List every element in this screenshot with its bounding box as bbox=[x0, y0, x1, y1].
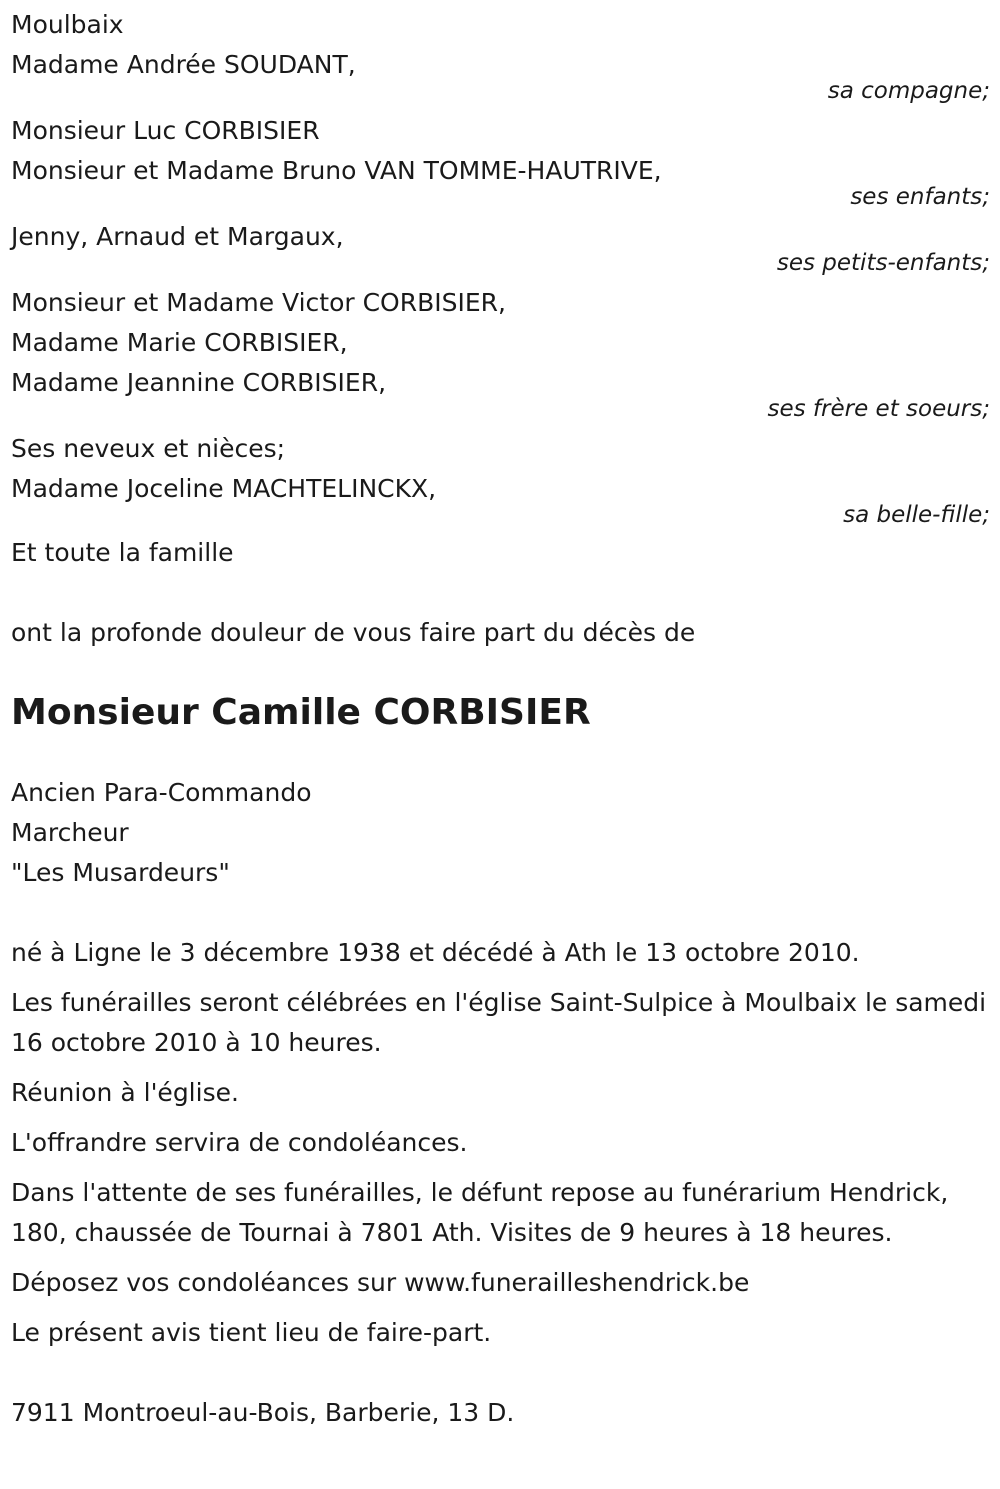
deceased-titles bbox=[11, 773, 990, 893]
family-name: Monsieur Luc CORBISIER bbox=[11, 116, 320, 145]
family-name: Madame Joceline MACHTELINCKX, bbox=[11, 474, 437, 503]
family-group-grandchildren bbox=[11, 217, 990, 275]
family-name: Madame Andrée SOUDANT, bbox=[11, 50, 356, 79]
family-role: sa belle-fille; bbox=[843, 502, 990, 528]
deceased-name: Monsieur Camille CORBISIER bbox=[11, 692, 591, 733]
family-name: Monsieur et Madame Bruno VAN TOMME-HAUTRIVE, bbox=[11, 156, 662, 185]
title-line: Marcheur bbox=[11, 818, 129, 847]
family-role: sa compagne; bbox=[827, 78, 990, 104]
location-header: Moulbaix bbox=[11, 10, 124, 39]
birth-death-dates: né à Ligne le 3 décembre 1938 et décédé à Ath le 13 octobre 2010. bbox=[11, 938, 860, 967]
condolences-website: Déposez vos condoléances sur www.funerailleshendrick.be bbox=[11, 1268, 750, 1297]
family-name: Madame Jeannine CORBISIER, bbox=[11, 368, 387, 397]
title-line: Ancien Para-Commando bbox=[11, 778, 312, 807]
funeral-home-visits: Dans l'attente de ses funérailles, le défunt repose au funérarium Hendrick, 180, chaussée de Tournai à 7801 Ath. Visites de 9 heures à 18 heures. bbox=[11, 1178, 949, 1247]
family-role: ses enfants; bbox=[850, 184, 990, 210]
family-name: Ses neveux et nièces; bbox=[11, 434, 286, 463]
obituary-notice bbox=[11, 0, 990, 1433]
family-group-companion bbox=[11, 45, 990, 103]
offering-note: L'offrandre servira de condoléances. bbox=[11, 1128, 468, 1157]
family-role: ses frère et soeurs; bbox=[767, 396, 990, 422]
closing-family: Et toute la famille bbox=[11, 538, 234, 567]
notice-statement: Le présent avis tient lieu de faire-part. bbox=[11, 1318, 492, 1347]
family-address: 7911 Montroeul-au-Bois, Barberie, 13 D. bbox=[11, 1398, 515, 1427]
funeral-details bbox=[11, 933, 990, 1353]
family-name: Madame Marie CORBISIER, bbox=[11, 328, 348, 357]
funeral-ceremony: Les funérailles seront célébrées en l'église Saint-Sulpice à Moulbaix le samedi 16 octobre 2010 à 10 heures. bbox=[11, 988, 987, 1057]
family-role: ses petits-enfants; bbox=[776, 250, 990, 276]
title-line: "Les Musardeurs" bbox=[11, 858, 230, 887]
family-name: Jenny, Arnaud et Margaux, bbox=[11, 222, 344, 251]
family-group-siblings bbox=[11, 283, 990, 421]
family-group-children bbox=[11, 111, 990, 209]
meeting-place: Réunion à l'église. bbox=[11, 1078, 239, 1107]
announcement-text: ont la profonde douleur de vous faire part du décès de bbox=[11, 618, 696, 647]
family-group-daughter-in-law bbox=[11, 429, 990, 527]
family-name: Monsieur et Madame Victor CORBISIER, bbox=[11, 288, 506, 317]
